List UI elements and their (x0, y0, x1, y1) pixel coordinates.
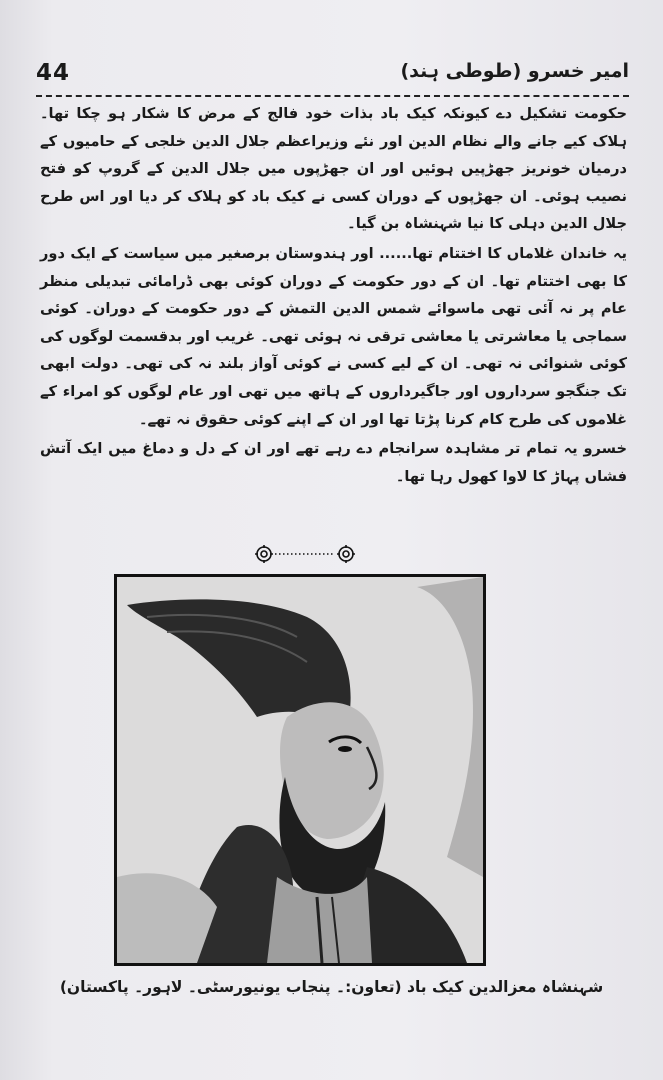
page-header (36, 60, 629, 94)
paragraph-2: یہ خاندان غلاماں کا اختتام تھا...... اور ہندوستان برصغیر میں سیاست کے ایک دور کا بھی اختتام تھا۔ ان کے دور حکومت کے دوران کوئی بھی ڈرامائی تبدیلی منظر عام پر نہ آئی تھی ماسوائے شمس الدین التمش کے دور حکومت کے دوران۔ کوئی سماجی یا معاشرتی یا معاشی ترقی نہ ہوئی تھی۔ غریب اور بدقسمت لوگوں کی کوئی شنوائی نہ تھی۔ ان کے لیے کسی نے کوئی آواز بلند نہ کی تھی۔ دولت ابھی تک جنگجو سرداروں اور جاگیرداروں کے ہاتھ میں تھی اور عام لوگوں کو امراء کے غلاموں کی طرح کام کرنا پڑتا تھا اور ان کے اپنے کوئی حقوق نہ تھے۔ (40, 244, 627, 428)
page-number: 44 (36, 60, 71, 86)
image-caption: شہنشاہ معزالدین کیک باد (تعاون:۔ پنجاب یونیورسٹی۔ لاہور۔ پاکستان) (59, 978, 604, 996)
emperor-portrait-illustration (117, 577, 483, 963)
body-text (40, 100, 627, 490)
paragraph-3: خسرو یہ تمام تر مشاہدہ سرانجام دے رہے تھے اور ان کے دل و دماغ میں ایک آتش فشاں پہاڑ کا لاوا کھول رہا تھا۔ (40, 440, 627, 485)
paragraph-1: حکومت تشکیل دے کیونکہ کیک باد بذات خود فالج کے مرض کا شکار ہو چکا تھا۔ ہلاک کیے جانے والے نظام الدین اور نئے وزیراعظم جلال الدین خلجی کے حامیوں کے درمیان خونریز جھڑپیں ہوئیں اور ان جھڑپوں میں جلال الدین کے گروپ کو فتح نصیب ہوئی۔ ان جھڑپوں کے دوران کسی نے کیک باد کو ہلاک کر دیا اور اس طرح جلال الدین دہلی کا نیا شہنشاہ بن گیا۔ (40, 105, 627, 233)
flower-ornament-icon (255, 545, 273, 563)
header-divider (36, 95, 629, 97)
flower-ornament-icon (337, 545, 355, 563)
running-title: امیر خسرو (طوطی ہند) (400, 60, 629, 82)
section-divider-ornament (250, 544, 360, 564)
portrait-image (114, 574, 486, 966)
